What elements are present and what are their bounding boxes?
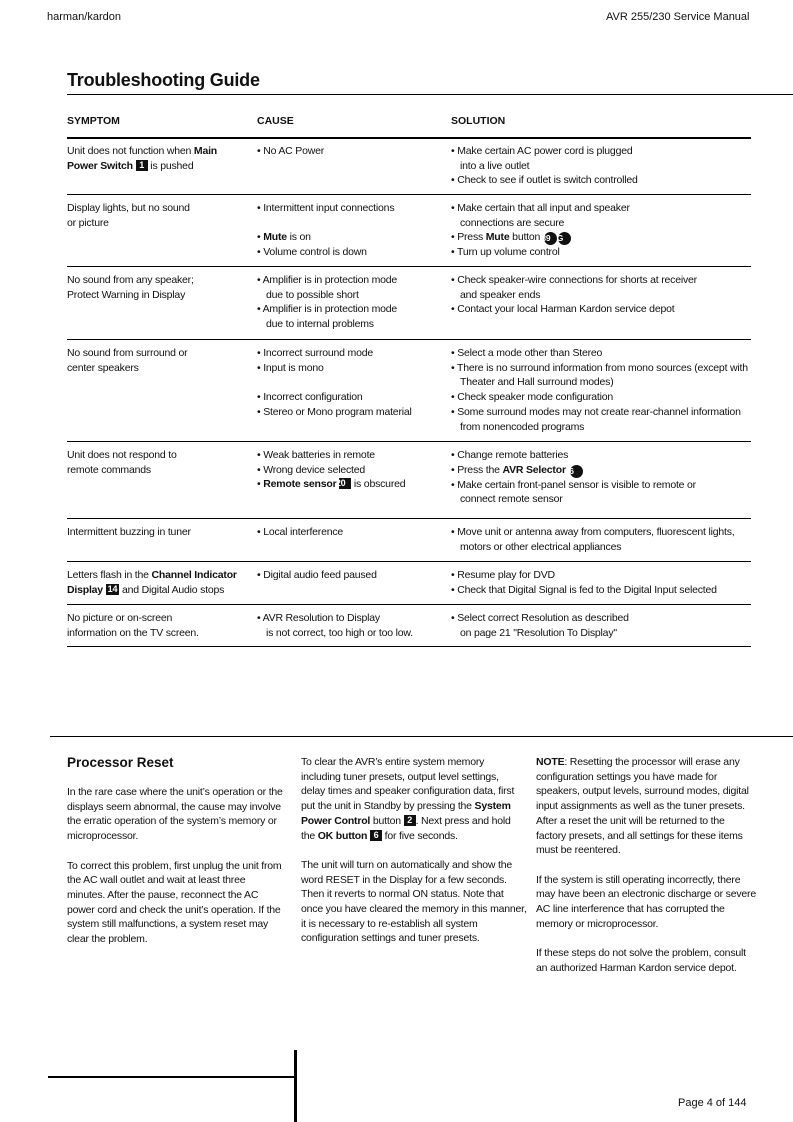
button-number-badge: 1 bbox=[136, 160, 148, 171]
solution-cell: • Change remote batteries • Press the AVR Selector 6 • Make certain front-panel sensor is visible to remote or connect remote sensor bbox=[451, 449, 696, 506]
symptom-cell: Unit does not function when Main Power Switch 1 is pushed bbox=[67, 145, 218, 172]
title-divider bbox=[67, 94, 793, 95]
cause-cell: • AVR Resolution to Display is not correct, too high or too low. bbox=[257, 612, 413, 639]
column-header-symptom: SYMPTOM bbox=[67, 115, 120, 127]
page-title: Troubleshooting Guide bbox=[67, 70, 260, 90]
button-number-badge: 2 bbox=[404, 815, 416, 826]
cause-cell: • Intermittent input connections • Mute is on • Volume control is down bbox=[257, 202, 395, 259]
cause-cell: • No AC Power bbox=[257, 145, 325, 157]
cause-cell: • Weak batteries in remote • Wrong device selected • Remote sensor 20 is obscured bbox=[257, 449, 406, 491]
table-row bbox=[67, 519, 751, 562]
cause-cell: • Digital audio feed paused bbox=[257, 569, 377, 581]
button-number-badge: 20 bbox=[339, 478, 351, 489]
button-number-badge: 14 bbox=[107, 583, 118, 594]
cause-cell: • Amplifier is in protection mode due to possible short • Amplifier is in protection mode due to internal problems bbox=[257, 274, 398, 331]
symptom-cell: Unit does not respond to remote commands bbox=[67, 449, 177, 476]
solution-cell: • Select correct Resolution as described on page 21 "Resolution To Display" bbox=[451, 612, 629, 639]
header-brand: harman/kardon bbox=[47, 11, 121, 23]
column-header-solution: SOLUTION bbox=[451, 115, 506, 127]
solution-cell: • Move unit or antenna away from computers, fluorescent lights, motors or other electrical appliances bbox=[451, 526, 735, 553]
symptom-cell: No sound from surround or center speakers bbox=[67, 347, 188, 374]
reset-column-2 bbox=[301, 755, 529, 961]
header-manual-title: AVR 255/230 Service Manual bbox=[606, 11, 750, 23]
cause-cell: • Local interference bbox=[257, 526, 344, 538]
solution-cell: • Make certain that all input and speaker connections are secure • Press Mute button 39 G • Turn up volume control bbox=[451, 202, 630, 259]
cause-cell: • Incorrect surround mode • Input is mono • Incorrect configuration • Stereo or Mono program material bbox=[257, 347, 412, 418]
callout-number-badge: 6 bbox=[570, 465, 583, 478]
table-row bbox=[67, 562, 751, 605]
column-header-cause: CAUSE bbox=[257, 115, 294, 127]
table-row bbox=[67, 605, 751, 647]
callout-letter-badge: G bbox=[558, 232, 571, 245]
table-row bbox=[67, 340, 751, 442]
paragraph: In the rare case where the unit’s operation or the displays seem abnormal, the cause may involve the erratic operation of the system’s memory or microprocessor. bbox=[67, 786, 283, 843]
reset-column-3 bbox=[536, 755, 766, 990]
table-row bbox=[67, 442, 751, 519]
footer-vertical-rule bbox=[294, 1050, 297, 1122]
section-title: Processor Reset bbox=[67, 755, 174, 770]
section-divider bbox=[50, 736, 793, 737]
solution-cell: • Check speaker-wire connections for shorts at receiver and speaker ends • Contact your local Harman Kardon service depot bbox=[451, 274, 697, 316]
button-number-badge: 6 bbox=[370, 830, 382, 841]
solution-cell: • Select a mode other than Stereo • There is no surround information from mono sources (except with Theater and Hall surround modes) • Check speaker mode configuration • Some surround modes may not create rear-channel information from nonencoded programs bbox=[451, 347, 748, 433]
table-row bbox=[67, 138, 751, 195]
paragraph: If these steps do not solve the problem, consult an authorized Harman Kardon service depot. bbox=[536, 947, 746, 974]
solution-cell: • Resume play for DVD • Check that Digital Signal is fed to the Digital Input selected bbox=[451, 569, 717, 596]
symptom-cell: Intermittent buzzing in tuner bbox=[67, 526, 191, 538]
symptom-cell: Display lights, but no sound or picture bbox=[67, 202, 190, 229]
page-number: Page 4 of 144 bbox=[678, 1097, 747, 1109]
solution-cell: • Make certain AC power cord is plugged into a live outlet • Check to see if outlet is switch controlled bbox=[451, 145, 638, 187]
paragraph: The unit will turn on automatically and show the word RESET in the Display for a few seconds. Then it reverts to normal ON status. Note that once you have cleared the memory in this manner, it is necessary to re-establish all system configuration settings and tuner presets. bbox=[301, 858, 527, 945]
symptom-cell: Letters flash in the Channel Indicator Display 14 and Digital Audio stops bbox=[67, 569, 237, 596]
paragraph: To clear the AVR’s entire system memory including tuner presets, output level settings, delay times and speaker configuration data, first put the unit in Standby by pressing the System Power Control button 2 . Next press and hold the OK button 6 for five seconds. bbox=[301, 756, 515, 842]
paragraph: NOTE: Resetting the processor will erase any configuration settings you have made for speakers, output levels, surround modes, digital input assignments as well as the tuner presets. After a reset the unit will be returned to the factory presets, and all settings for these items must be reentered. bbox=[536, 756, 749, 857]
paragraph: If the system is still operating incorrectly, there may have been an electronic discharge or severe AC line interference that has corrupted the memory or microprocessor. bbox=[536, 873, 756, 930]
symptom-cell: No sound from any speaker; Protect Warning in Display bbox=[67, 274, 194, 301]
reset-column-1 bbox=[67, 785, 292, 961]
footer-horizontal-rule bbox=[48, 1076, 295, 1078]
table-row bbox=[67, 267, 751, 340]
callout-number-badge: 39 bbox=[544, 232, 557, 245]
paragraph: To correct this problem, first unplug the unit from the AC wall outlet and wait at least three minutes. After the pause, reconnect the AC power cord and check the unit’s operation. If the system still malfunctions, a system reset may clear the problem. bbox=[67, 859, 282, 946]
table-row bbox=[67, 195, 751, 267]
symptom-cell: No picture or on-screen information on the TV screen. bbox=[67, 612, 199, 639]
